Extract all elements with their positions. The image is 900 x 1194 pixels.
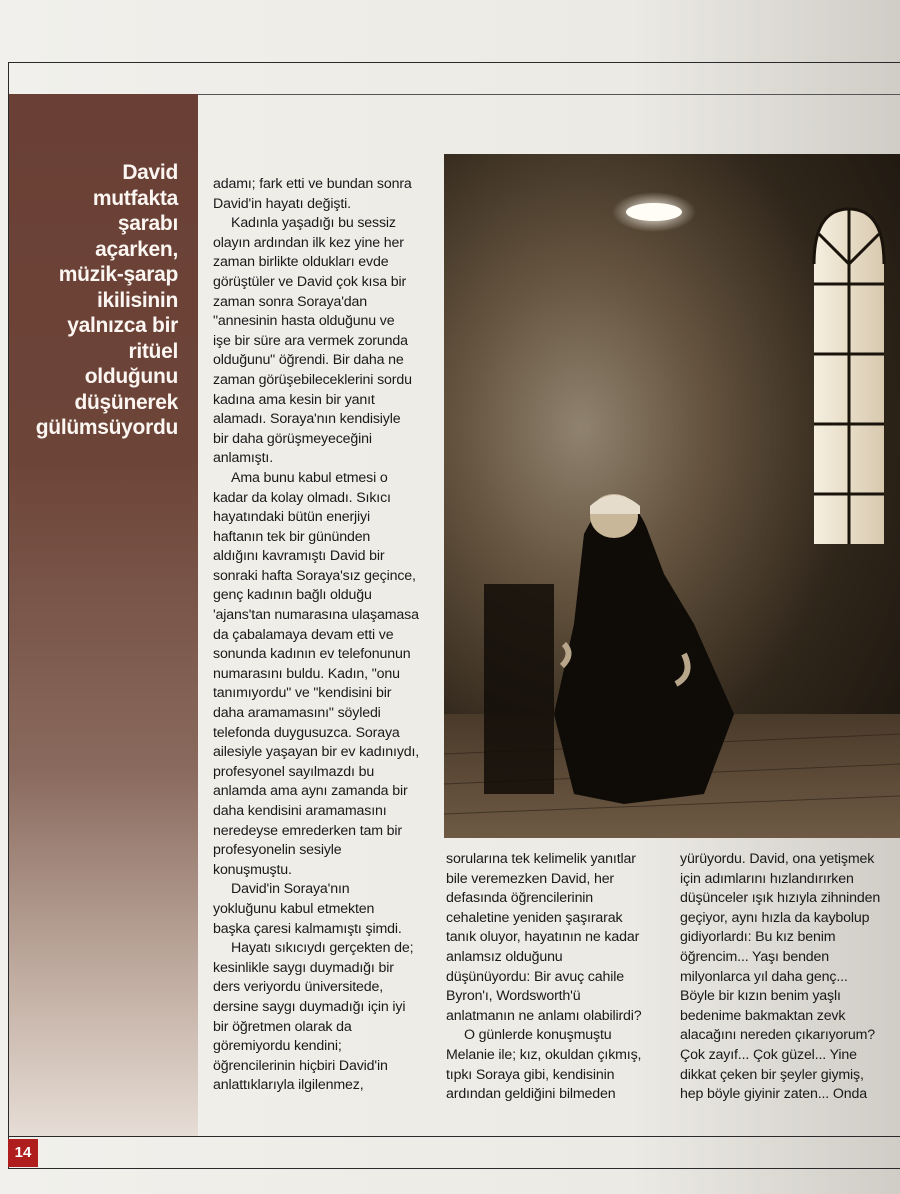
photo-illustration [444, 154, 900, 838]
top-rule [8, 62, 900, 63]
article-photo [444, 154, 900, 838]
text-line: öğrencilerinin hiçbiri David'in [213, 1057, 388, 1074]
text-line: yokluğunu kabul etmekten [213, 900, 375, 917]
text-line: defasında öğrencilerinin [446, 890, 594, 907]
text-line: hep böyle giyinir zaten... Onda [680, 1086, 867, 1103]
text-line: göremiyordu kendini; [213, 1038, 342, 1055]
text-line: anlamda ama aynı zamanda bir [213, 783, 408, 800]
text-line: daha aramamasını" söyledi [213, 705, 381, 722]
text-line: aldığını kavramıştı David bir [213, 548, 385, 565]
text-line: kadar da kolay olmadı. Sıkıcı [213, 489, 391, 506]
pull-quote-line: müzik-şarap [58, 263, 178, 286]
text-line: ders veriyordu üniversitede, [213, 979, 384, 996]
text-line: yürüyordu. David, ona yetişmek [680, 851, 875, 867]
pull-quote-line: düşünerek [74, 390, 178, 414]
text-line: "annesinin hasta olduğunu ve [213, 313, 395, 330]
pull-quote-line: David [122, 161, 178, 184]
page-number: 14 [8, 1139, 38, 1167]
text-line: Kadınla yaşadığı bu sessiz [231, 215, 396, 232]
text-line: zaman sonra Soraya'dan [213, 293, 367, 310]
inner-rule [198, 94, 900, 95]
text-line: daha kendisini aramamasını [213, 803, 387, 819]
text-line: David'in hayatı değişti. [213, 195, 351, 212]
text-line: da çabalamaya devam etti ve [213, 626, 394, 643]
text-line: öğrencim... Yaşı benden [680, 948, 830, 965]
text-line: kadına ama kesin bir yanıt [213, 391, 375, 408]
text-line: O günlerde konuşmuştu [464, 1027, 612, 1044]
text-line: işe bir süre ara vermek zorunda [213, 332, 408, 349]
text-line: alamadı. Soraya'nın kendisiyle [213, 411, 401, 428]
text-line: Melanie ile; kız, okuldan çıkmış, [446, 1046, 642, 1063]
text-line: cehaletine yeniden şaşırarak [446, 909, 623, 926]
text-line: zaman görüşebileceklerini sordu [213, 371, 412, 388]
text-column-1 [213, 175, 438, 1096]
text-line: Böyle bir kızın benim yaşlı [680, 988, 841, 1005]
text-line: milyonlarca yıl daha genç... [680, 968, 848, 985]
text-line: bile veremezken David, her [446, 870, 615, 887]
text-line: profesyonelin sesiyle [213, 842, 342, 859]
text-line: ailesiyle yaşayan bir ev kadınıydı, [213, 744, 420, 761]
pull-quote-line: şarabı [117, 212, 178, 235]
text-line: adamı; fark etti ve bundan sonra [213, 176, 412, 192]
pull-quote-line: yalnızca bir [67, 314, 178, 337]
text-line: alacağını nereden çıkarıyorum? [680, 1027, 876, 1044]
text-line: Ama bunu kabul etmesi o [231, 469, 388, 486]
pull-quote-line: olduğunu [84, 365, 178, 388]
text-line: sonunda kadının ev telefonunun [213, 646, 411, 663]
text-line: tıpkı Soraya gibi, kendisinin [446, 1066, 615, 1083]
text-line: bir öğretmen olarak da [213, 1018, 352, 1035]
text-line: dersine saygı duymadığı için iyi [213, 998, 406, 1015]
pull-quote-line: açarken, [95, 237, 178, 261]
text-line: neredeyse emrederken tam bir [213, 822, 403, 839]
pull-quote-line: gülümsüyordu [35, 416, 178, 439]
text-line: David'in Soraya'nın [231, 881, 350, 898]
text-line: bir daha görüşmeyeceğini [213, 430, 372, 447]
bottom-rule [8, 1136, 900, 1137]
text-line: gidiyorlardı: Bu kız benim [680, 929, 836, 946]
text-line: dikkat çeken bir şeyler giymiş, [680, 1066, 864, 1083]
text-line: görüştüler ve David çok kısa bir [213, 273, 407, 290]
footer-rule [8, 1168, 900, 1169]
text-line: anlattıklarıyla ilgilenmez, [213, 1077, 364, 1094]
text-line: Byron'ı, Wordsworth'ü [446, 988, 581, 1005]
pull-quote-line: mutfakta [92, 186, 178, 210]
text-line: bedenime bakmaktan zevk [680, 1007, 846, 1024]
text-line: sorularına tek kelimelik yanıtlar [446, 851, 636, 867]
text-line: ardından geldiğini bilmeden [446, 1086, 616, 1103]
text-line: geçiyor, aynı hızla da kaybolup [680, 909, 870, 926]
text-line: düşünüyordu: Bir avuç cahile [446, 968, 624, 985]
text-line: sonraki hafta Soraya'sız geçince, [213, 567, 416, 584]
text-line: anlatmanın ne anlamı olabilirdi? [446, 1007, 642, 1024]
text-line: anlamıştı. [213, 450, 274, 467]
text-line: genç kadının bağlı olduğu [213, 587, 372, 604]
text-line: Çok zayıf... Çok güzel... Yine [680, 1046, 857, 1063]
text-line: kesinlikle saygı duymadığı bir [213, 959, 394, 976]
text-line: tanık oluyor, hayatının ne kadar [446, 929, 640, 946]
text-line: konuşmuştu. [213, 861, 292, 878]
text-column-2 [446, 850, 666, 1105]
text-line: zaman birlikte oldukları evde [213, 254, 389, 271]
pull-quote-line: ikilisinin [96, 288, 178, 312]
text-line: numarasını buldu. Kadın, "onu [213, 665, 400, 682]
text-column-3 [680, 850, 895, 1105]
pull-quote-line: ritüel [128, 339, 178, 363]
text-line: profesyonel sayılmazdı bu [213, 763, 375, 780]
text-line: için adımlarını hızlandırırken [680, 870, 854, 887]
text-line: anlamsız olduğunu [446, 948, 563, 965]
pull-quote [20, 160, 178, 441]
text-line: olayın ardından ilk kez yine her [213, 234, 404, 251]
text-line: olduğunu" öğrendi. Bir daha ne [213, 352, 404, 369]
text-line: tanımıyordu" ve "kendisini bir [213, 685, 392, 702]
text-line: hayatındaki bütün enerjiyi [213, 509, 370, 526]
text-line: 'ajans'tan numarasına ulaşamasa [213, 607, 419, 624]
text-line: Hayatı sıkıcıydı gerçekten de; [231, 940, 414, 957]
text-line: başka çaresi kalmamıştı şimdi. [213, 920, 402, 937]
text-line: telefonda duygusuzca. Soraya [213, 724, 400, 741]
text-line: haftanın tek bir gününden [213, 528, 371, 545]
text-line: düşünceler ışık hızıyla zihninden [680, 890, 881, 907]
